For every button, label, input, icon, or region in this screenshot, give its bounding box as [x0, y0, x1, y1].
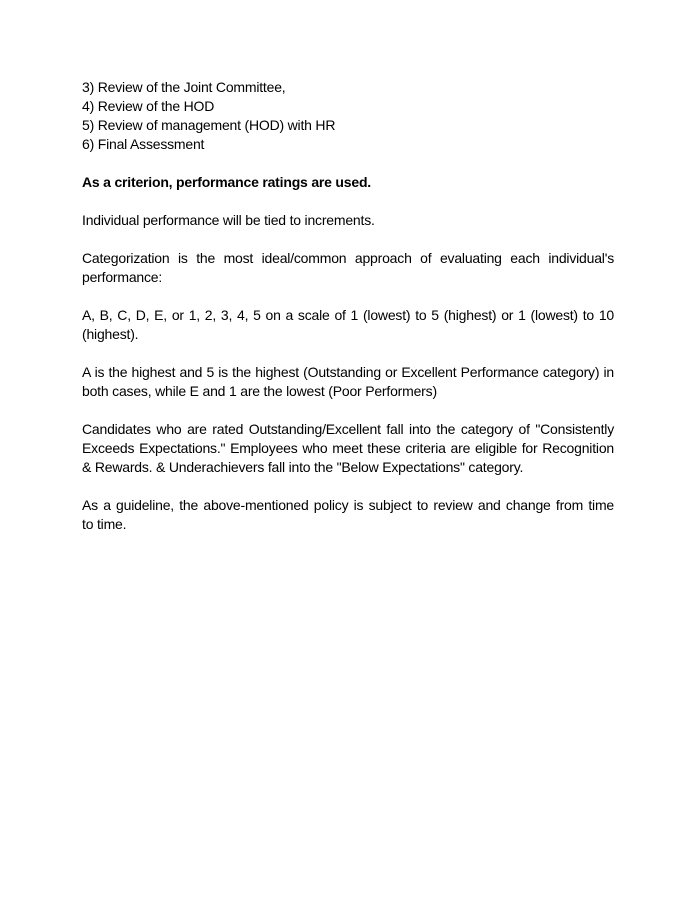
text-line: to time.: [82, 516, 127, 532]
body-paragraph: [82, 496, 614, 534]
text-line: Categorization is the most ideal/common approach of evaluating each individual's: [82, 250, 614, 266]
text-line: 6) Final Assessment: [82, 136, 205, 152]
text-line: As a criterion, performance ratings are used.: [82, 174, 371, 190]
text-line: 5) Review of management (HOD) with HR: [82, 117, 336, 133]
text-line: 4) Review of the HOD: [82, 98, 215, 114]
body-paragraph: [82, 363, 614, 401]
document-body: [82, 78, 614, 534]
text-line: Candidates who are rated Outstanding/Excellent fall into the category of "Consistently: [82, 421, 614, 437]
text-line: 3) Review of the Joint Committee,: [82, 79, 286, 95]
heading-paragraph: [82, 173, 614, 192]
text-line: & Rewards. & Underachievers fall into the "Below Expectations" category.: [82, 459, 524, 475]
text-line: (highest).: [82, 326, 139, 342]
body-paragraph: [82, 420, 614, 477]
text-line: Individual performance will be tied to increments.: [82, 212, 375, 228]
body-paragraph: [82, 211, 614, 230]
text-line: A is the highest and 5 is the highest (Outstanding or Excellent Performance category) in: [82, 364, 614, 380]
text-line: A, B, C, D, E, or 1, 2, 3, 4, 5 on a scale of 1 (lowest) to 5 (highest) or 1 (lowest) to 10: [82, 307, 614, 323]
text-line: performance:: [82, 269, 163, 285]
text-line: both cases, while E and 1 are the lowest (Poor Performers): [82, 383, 437, 399]
text-line: Exceeds Expectations." Employees who meet these criteria are eligible for Recognition: [82, 440, 614, 456]
body-paragraph: [82, 249, 614, 287]
text-line: As a guideline, the above-mentioned policy is subject to review and change from time: [82, 497, 614, 513]
body-paragraph: [82, 306, 614, 344]
body-paragraph: [82, 78, 614, 154]
